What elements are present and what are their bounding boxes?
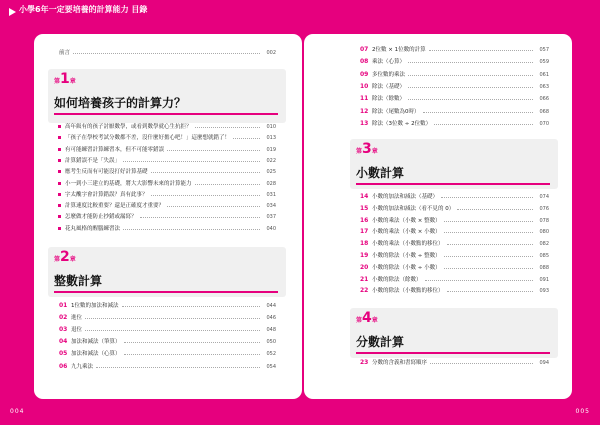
entry-number: 03 bbox=[59, 326, 68, 334]
leader-dots bbox=[430, 363, 533, 364]
entry-text: 花丸風格的醒腦練習法 bbox=[65, 225, 121, 232]
leader-dots bbox=[122, 306, 260, 307]
entry-page: 050 bbox=[266, 339, 276, 346]
entry-number: 04 bbox=[59, 338, 68, 346]
chapter-1-header bbox=[48, 69, 286, 123]
leader-dots bbox=[195, 127, 260, 128]
entry-number: 22 bbox=[360, 287, 369, 295]
entry-text: 計算錯誤不是「失誤」 bbox=[65, 157, 121, 164]
entry-page: 082 bbox=[539, 241, 549, 248]
entry-text: 退位 bbox=[71, 327, 83, 334]
entry-text: 分數的含義和書寫順序 bbox=[372, 360, 428, 366]
bullet-icon bbox=[58, 170, 61, 173]
toc-entry[interactable] bbox=[360, 227, 549, 237]
leader-dots bbox=[85, 318, 260, 319]
entry-text: 乘法（心算） bbox=[372, 59, 406, 66]
toc-entry[interactable] bbox=[59, 349, 276, 359]
leader-dots bbox=[96, 367, 260, 368]
entry-page: 037 bbox=[266, 214, 276, 221]
toc-entry[interactable] bbox=[360, 107, 549, 117]
entry-text: 九九乘法 bbox=[71, 363, 94, 370]
entry-number: 08 bbox=[360, 58, 369, 66]
chapter-title: 小數計算 bbox=[356, 166, 405, 180]
toc-entry[interactable] bbox=[360, 82, 549, 92]
toc-entry[interactable] bbox=[360, 263, 549, 273]
bullet-icon bbox=[58, 182, 61, 185]
chapter-number: 第1章 bbox=[54, 71, 76, 87]
entry-text: 小數的乘法（小數 × 整數） bbox=[372, 217, 441, 224]
entry-page: 034 bbox=[266, 203, 276, 210]
entry-page: 061 bbox=[539, 71, 549, 78]
entry-page: 091 bbox=[539, 276, 549, 283]
left-folio: 004 bbox=[10, 408, 25, 415]
entry-text: 計算速度比較重要？還是正確度才重要？ bbox=[65, 203, 165, 210]
entry-number: 13 bbox=[360, 119, 369, 127]
bullet-icon bbox=[58, 204, 61, 207]
leader-dots bbox=[441, 197, 533, 198]
bullet-icon bbox=[58, 148, 61, 151]
leader-dots bbox=[124, 342, 260, 343]
leader-dots bbox=[434, 124, 533, 125]
entry-text: 「孩子在學校考試分數都不差，沒什麼好擔心吧！」這麼想就錯了！ bbox=[65, 135, 231, 142]
leader-dots bbox=[151, 172, 260, 173]
entry-number: 11 bbox=[360, 95, 369, 103]
entry-number: 07 bbox=[360, 46, 369, 53]
chapter-4-header bbox=[350, 308, 558, 358]
entry-number: 12 bbox=[360, 107, 369, 115]
entry-page: 002 bbox=[266, 50, 276, 56]
toc-entry[interactable] bbox=[360, 94, 549, 104]
leader-dots bbox=[195, 184, 260, 185]
entry-text: 加法和減法（筆算） bbox=[71, 339, 121, 346]
entry-page: 048 bbox=[266, 327, 276, 334]
entry-page: 025 bbox=[266, 169, 276, 176]
toc-entry[interactable] bbox=[56, 145, 276, 155]
bullet-icon bbox=[58, 193, 61, 196]
entry-text: 多位數的乘法 bbox=[372, 71, 406, 78]
leader-dots bbox=[140, 217, 260, 218]
entry-page: 057 bbox=[539, 47, 549, 53]
entry-page: 063 bbox=[539, 83, 549, 90]
toc-entry[interactable] bbox=[360, 358, 549, 368]
entry-number: 21 bbox=[360, 275, 369, 283]
entry-page: 054 bbox=[266, 363, 276, 370]
entry-text: 小數的除法（小數 ÷ 整數） bbox=[372, 253, 441, 259]
entry-text: 除法（3位數 ÷ 2位數） bbox=[372, 120, 432, 127]
entry-text: 小數的乘法（小數點的移位） bbox=[372, 241, 444, 248]
entry-text: 高年級有的孩子討厭數學，或看到數學就心生抗拒？ bbox=[65, 124, 192, 130]
leader-dots bbox=[408, 62, 533, 63]
entry-text: 小數的加法和減法（基礎） bbox=[372, 194, 439, 200]
entry-page: 052 bbox=[266, 351, 276, 358]
chapter-2-header bbox=[48, 247, 286, 297]
toc-entry[interactable] bbox=[59, 337, 276, 347]
left-page bbox=[34, 34, 302, 399]
entry-number: 09 bbox=[360, 70, 369, 78]
leader-dots bbox=[444, 221, 533, 222]
entry-text: 字太醜字會計算錯誤？真有此事？ bbox=[65, 191, 148, 198]
toc-entry[interactable] bbox=[59, 325, 276, 335]
chapter-number: 第4章 bbox=[356, 310, 378, 326]
leader-dots bbox=[123, 229, 260, 230]
entry-text: 1位數的加法和減法 bbox=[71, 303, 119, 309]
toc-entry[interactable] bbox=[56, 156, 276, 166]
leader-dots bbox=[408, 99, 533, 100]
book-header bbox=[0, 0, 600, 34]
right-folio: 005 bbox=[575, 408, 590, 415]
toc-entry[interactable] bbox=[360, 286, 549, 296]
leader-dots bbox=[444, 232, 533, 233]
toc-entry[interactable] bbox=[56, 212, 276, 222]
entry-text: 加法和減法（心算） bbox=[71, 351, 121, 358]
entry-text: 怎麼做才能防止抄錯或漏寫？ bbox=[65, 214, 137, 221]
bullet-icon bbox=[58, 215, 61, 218]
chapter-number: 第3章 bbox=[356, 141, 378, 157]
header-title: 小學6年一定要培養的計算能力 目錄 bbox=[19, 5, 148, 14]
toc-entry[interactable] bbox=[360, 216, 549, 226]
entry-number: 02 bbox=[59, 314, 68, 322]
toc-entry[interactable] bbox=[59, 301, 276, 311]
chapter-title: 分數計算 bbox=[356, 335, 405, 349]
entry-page: 080 bbox=[539, 229, 549, 236]
leader-dots bbox=[447, 244, 533, 245]
toc-entry-preface[interactable] bbox=[59, 48, 276, 58]
entry-number: 01 bbox=[59, 302, 68, 309]
entry-page: 094 bbox=[539, 360, 549, 366]
entry-page: 010 bbox=[266, 124, 276, 130]
entry-text: 2位數 × 1位數的計算 bbox=[372, 47, 426, 53]
entry-page: 019 bbox=[266, 146, 276, 153]
entry-page: 066 bbox=[539, 96, 549, 103]
toc-entry[interactable] bbox=[360, 275, 549, 285]
bullet-icon bbox=[58, 227, 61, 230]
toc-entry[interactable] bbox=[56, 133, 276, 143]
entry-number: 17 bbox=[360, 228, 369, 236]
leader-dots bbox=[233, 138, 260, 139]
leader-dots bbox=[123, 161, 260, 162]
leader-dots bbox=[408, 75, 533, 76]
leader-dots bbox=[124, 354, 260, 355]
toc-entry[interactable] bbox=[360, 45, 549, 55]
bullet-icon bbox=[58, 125, 61, 128]
chapter-underline bbox=[356, 352, 550, 354]
entry-number: 23 bbox=[360, 359, 369, 366]
chapter-title: 如何培養孩子的計算力？ bbox=[54, 96, 187, 110]
entry-page: 013 bbox=[266, 135, 276, 142]
toc-entry[interactable] bbox=[56, 167, 276, 177]
entry-page: 076 bbox=[539, 205, 549, 212]
entry-text: 有可能練習計算練習本，但不可能零錯誤 bbox=[65, 146, 165, 153]
toc-entry[interactable] bbox=[360, 204, 549, 214]
entry-text: 小數的除法（餘數） bbox=[372, 276, 422, 283]
entry-page: 088 bbox=[539, 264, 549, 271]
chapter-number: 第2章 bbox=[54, 249, 76, 265]
entry-page: 068 bbox=[539, 108, 549, 115]
leader-dots bbox=[151, 195, 260, 196]
leader-dots bbox=[457, 209, 533, 210]
entry-page: 028 bbox=[266, 180, 276, 187]
leader-dots bbox=[408, 87, 533, 88]
toc-entry[interactable] bbox=[360, 251, 549, 261]
bullet-icon bbox=[58, 136, 61, 139]
entry-text: 除法（尾數為0時） bbox=[372, 108, 420, 115]
leader-dots bbox=[444, 256, 533, 257]
leader-dots bbox=[429, 50, 533, 51]
chapter-underline bbox=[54, 291, 278, 293]
entry-number: 14 bbox=[360, 193, 369, 200]
entry-number: 10 bbox=[360, 82, 369, 90]
entry-page: 022 bbox=[266, 157, 276, 164]
leader-dots bbox=[167, 206, 260, 207]
chapter-title: 整數計算 bbox=[54, 274, 103, 288]
entry-number: 16 bbox=[360, 216, 369, 224]
right-page bbox=[304, 34, 572, 399]
entry-text: 應考生反而有可能沒打好計算基礎 bbox=[65, 169, 148, 176]
toc-entry[interactable] bbox=[360, 192, 549, 202]
toc-entry[interactable] bbox=[56, 122, 276, 132]
entry-page: 070 bbox=[539, 120, 549, 127]
entry-text: 除法（基礎） bbox=[372, 83, 406, 90]
toc-entry[interactable] bbox=[56, 179, 276, 189]
entry-text: 小數的除法（小數點的移位） bbox=[372, 288, 444, 295]
entry-page: 085 bbox=[539, 253, 549, 259]
flag-icon bbox=[9, 8, 16, 16]
entry-text: 小數的除法（小數 ÷ 小數） bbox=[372, 264, 441, 271]
entry-page: 059 bbox=[539, 59, 549, 66]
entry-page: 044 bbox=[266, 303, 276, 309]
toc-entry[interactable] bbox=[59, 313, 276, 323]
toc-entry[interactable] bbox=[360, 119, 549, 129]
entry-page: 046 bbox=[266, 315, 276, 322]
chapter-3-header bbox=[350, 139, 558, 189]
chapter-underline bbox=[356, 183, 550, 185]
entry-text: 進位 bbox=[71, 315, 83, 322]
entry-text: 小一到小三建立的基礎，將大大影響未來的計算能力 bbox=[65, 180, 192, 187]
entry-number: 19 bbox=[360, 252, 369, 259]
entry-text: 前言 bbox=[59, 50, 71, 56]
entry-number: 18 bbox=[360, 240, 369, 248]
entry-page: 074 bbox=[539, 194, 549, 200]
leader-dots bbox=[423, 112, 533, 113]
entry-text: 除法（餘數） bbox=[372, 96, 406, 103]
toc-entry[interactable] bbox=[360, 239, 549, 249]
toc-entry[interactable] bbox=[56, 224, 276, 234]
leader-dots bbox=[447, 291, 533, 292]
toc-entry[interactable] bbox=[59, 362, 276, 372]
entry-page: 040 bbox=[266, 225, 276, 232]
entry-page: 093 bbox=[539, 288, 549, 295]
entry-page: 031 bbox=[266, 191, 276, 198]
toc-entry[interactable] bbox=[360, 57, 549, 67]
leader-dots bbox=[425, 280, 533, 281]
toc-entry[interactable] bbox=[56, 201, 276, 211]
leader-dots bbox=[85, 330, 260, 331]
toc-entry[interactable] bbox=[56, 190, 276, 200]
leader-dots bbox=[444, 268, 533, 269]
toc-entry[interactable] bbox=[360, 70, 549, 80]
leader-dots bbox=[167, 150, 260, 151]
entry-number: 06 bbox=[59, 362, 68, 370]
entry-text: 小數的乘法（小數 × 小數） bbox=[372, 229, 441, 236]
bullet-icon bbox=[58, 159, 61, 162]
entry-number: 05 bbox=[59, 350, 68, 358]
entry-number: 20 bbox=[360, 263, 369, 271]
chapter-underline bbox=[54, 113, 278, 115]
leader-dots bbox=[73, 53, 260, 54]
entry-number: 15 bbox=[360, 204, 369, 212]
entry-page: 078 bbox=[539, 217, 549, 224]
entry-text: 小數的加法和減法（看不見的 0） bbox=[372, 205, 455, 212]
